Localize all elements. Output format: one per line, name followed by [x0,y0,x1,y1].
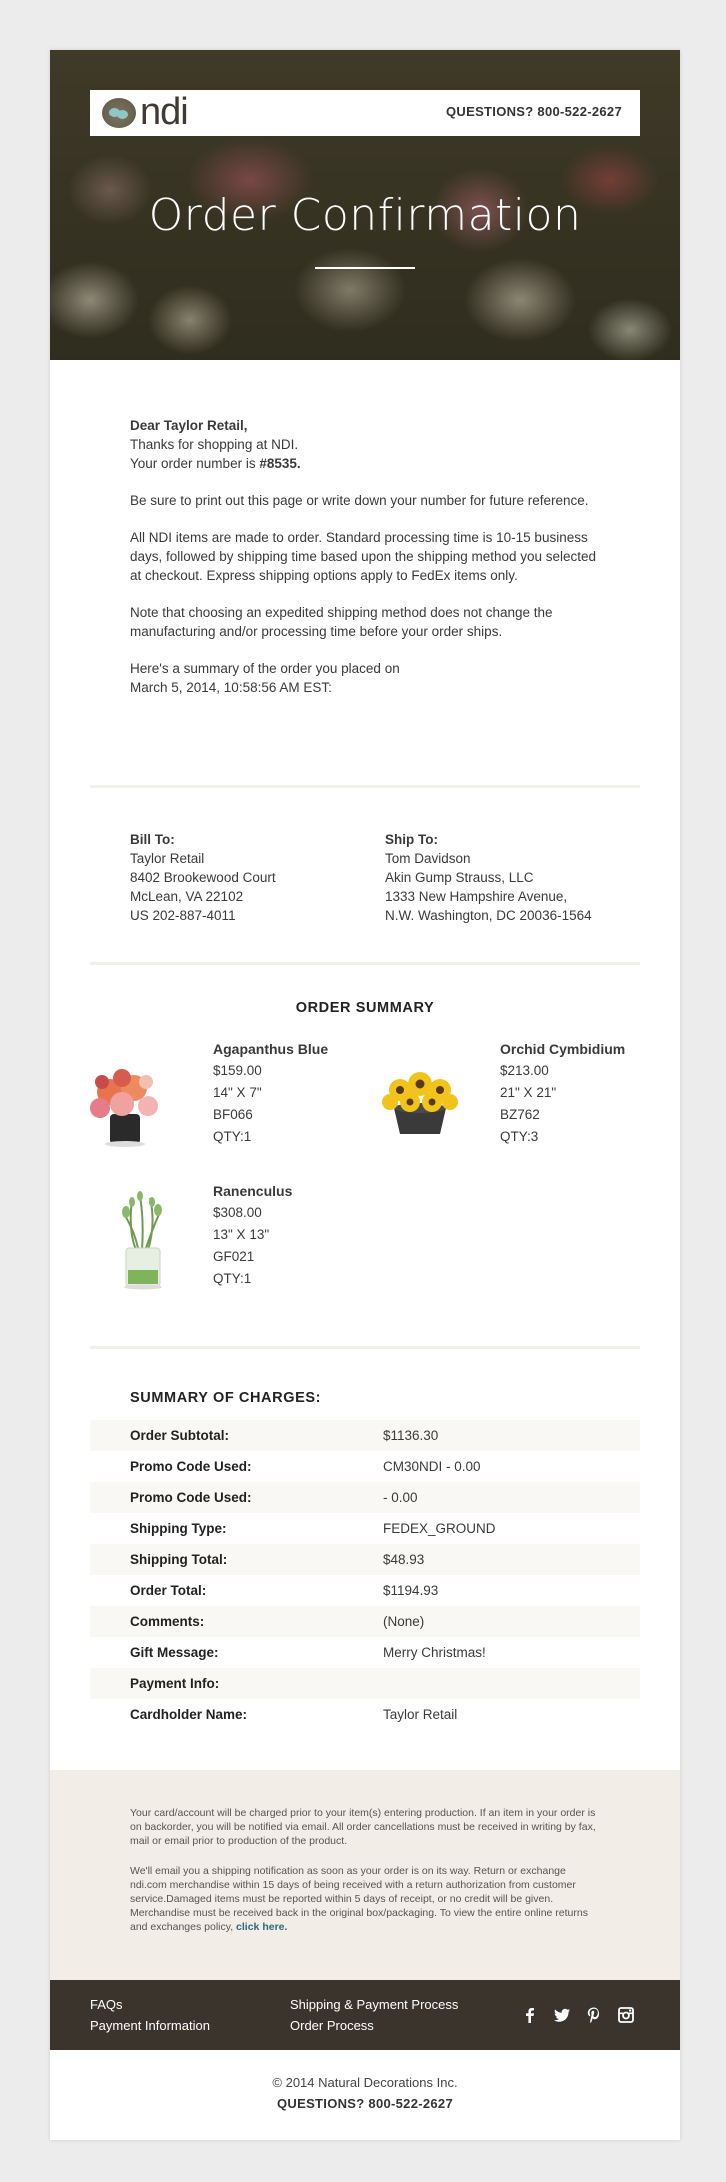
returns-policy-text [130,1864,600,1934]
charge-value: - 0.00 [383,1490,418,1505]
charge-label: Order Subtotal: [130,1428,230,1443]
charge-label: Gift Message: [130,1645,219,1660]
charge-row [90,1482,640,1513]
greeting: Dear Taylor Retail, [130,418,248,433]
phone-footer[interactable]: QUESTIONS? 800-522-2627 [277,2096,453,2111]
charge-label: Order Total: [130,1583,207,1598]
charge-row [90,1575,640,1606]
ship-to-heading: Ship To: [385,832,438,847]
title-underline [315,267,415,269]
product-image-agapanthus[interactable] [88,1052,162,1148]
charge-value: $1136.30 [383,1428,439,1443]
intro-text [130,416,610,715]
print-note: Be sure to print out this page or write down your number for future reference. [130,493,589,508]
product-qty: QTY:1 [213,1271,252,1286]
instagram-icon[interactable] [617,2006,635,2024]
page-title: Order Confirmation [148,190,582,241]
ship-to-line: N.W. Washington, DC 20036-1564 [385,908,592,923]
product-sku: BF066 [213,1107,253,1122]
product-item [213,1038,328,1148]
charge-label: Promo Code Used: [130,1459,252,1474]
charge-row [90,1606,640,1637]
product-image-ranenculus[interactable] [110,1190,176,1290]
charge-label: Comments: [130,1614,205,1629]
charge-row [90,1668,640,1699]
charge-policy-text: Your card/account will be charged prior to your item(s) entering production. If an item in your order is on backorder, you will be notified via email. All order cancellations must be received in writing by fax, mail or email prior to production of the product. [130,1807,596,1847]
product-image-orchid[interactable] [380,1060,460,1140]
product-name[interactable]: Ranenculus [213,1183,293,1199]
product-price: $308.00 [213,1205,262,1220]
ship-to [385,830,592,925]
divider [90,1346,640,1349]
charge-value: Taylor Retail [383,1707,458,1722]
product-qty: QTY:1 [213,1129,252,1144]
footer-link-payment-information[interactable]: Payment Information [90,2018,210,2033]
summary-intro: Here's a summary of the order you placed on [130,661,400,676]
product-price: $159.00 [213,1063,262,1078]
product-name[interactable]: Agapanthus Blue [213,1041,329,1057]
product-qty: QTY:3 [500,1129,539,1144]
charge-row [90,1699,640,1730]
product-size: 21" X 21" [500,1085,557,1100]
logo-text[interactable]: ndi [140,91,188,133]
twitter-icon[interactable] [553,2006,571,2024]
product-sku: GF021 [213,1249,255,1264]
charge-label: Payment Info: [130,1676,220,1691]
charge-label: Cardholder Name: [130,1707,248,1722]
product-item [500,1038,625,1148]
charge-value: (None) [383,1614,425,1629]
footer-link-order-process[interactable]: Order Process [290,2018,374,2033]
ship-to-line: Tom Davidson [385,851,471,866]
product-price: $213.00 [500,1063,549,1078]
order-summary-title: ORDER SUMMARY [295,1000,435,1016]
charge-row [90,1451,640,1482]
charges-title: SUMMARY OF CHARGES: [130,1390,322,1406]
bill-to-line: McLean, VA 22102 [130,889,244,904]
bill-to-line: US 202-887-4011 [130,908,236,923]
charge-row [90,1544,640,1575]
order-number: #8535. [259,456,301,471]
footer-link-faqs[interactable]: FAQs [90,1997,123,2012]
charge-label: Shipping Type: [130,1521,227,1536]
thanks-line: Thanks for shopping at NDI. [130,437,299,452]
returns-policy-body: We'll email you a shipping notification as soon as your order is on its way. Return or exchange ndi.com merchandise within 15 days of being received with a return authorization from customer service.Damaged items must be reported within 5 days of receipt, or no credit will be given. Merchandise must be received back in the original box/packaging. To view the entire online returns and exchanges policy, [130,1865,588,1933]
charge-row [90,1637,640,1668]
charge-label: Promo Code Used: [130,1490,252,1505]
top-bar [90,90,640,136]
product-size: 13" X 13" [213,1227,270,1242]
returns-policy-link[interactable]: click here. [236,1921,288,1933]
bill-to-heading: Bill To: [130,832,175,847]
charge-value: $48.93 [383,1552,425,1567]
charge-value: Merry Christmas! [383,1645,486,1660]
order-date: March 5, 2014, 10:58:56 AM EST: [130,680,332,695]
divider [90,962,640,965]
charge-row [90,1420,640,1451]
pinterest-icon[interactable] [585,2006,603,2024]
facebook-icon[interactable] [521,2006,539,2024]
charge-row [90,1513,640,1544]
ship-to-line: Akin Gump Strauss, LLC [385,870,534,885]
copyright: © 2014 Natural Decorations Inc. [272,2075,458,2090]
ship-to-line: 1333 New Hampshire Avenue, [385,889,568,904]
product-name[interactable]: Orchid Cymbidium [500,1041,626,1057]
processing-note: All NDI items are made to order. Standard processing time is 10-15 business days, followed by shipping time based upon the shipping method you selected at checkout. Express shipping options apply to FedEx items only. [130,530,597,583]
bill-to-line: 8402 Brookewood Court [130,870,276,885]
charge-value: $1194.93 [383,1583,439,1598]
footer [50,1980,680,2050]
product-size: 14" X 7" [213,1085,262,1100]
egg-icon [117,110,128,119]
product-item [213,1180,292,1290]
charge-label: Shipping Total: [130,1552,228,1567]
phone-header[interactable]: QUESTIONS? 800-522-2627 [446,104,622,119]
footer-link-shipping-payment-process[interactable]: Shipping & Payment Process [290,1997,459,2012]
divider [90,785,640,788]
nest-logo-icon[interactable] [102,98,136,128]
policy-notice [50,1770,680,1980]
bill-to-line: Taylor Retail [130,851,205,866]
charge-value: FEDEX_GROUND [383,1521,496,1536]
shipping-note: Note that choosing an expedited shipping method does not change the manufacturing and/or processing time before your order ships. [130,605,553,639]
charge-value: CM30NDI - 0.00 [383,1459,481,1474]
hero-banner [50,50,680,360]
bill-to [130,830,276,925]
email-card [50,50,680,2140]
order-number-prefix: Your order number is [130,456,260,471]
product-sku: BZ762 [500,1107,540,1122]
